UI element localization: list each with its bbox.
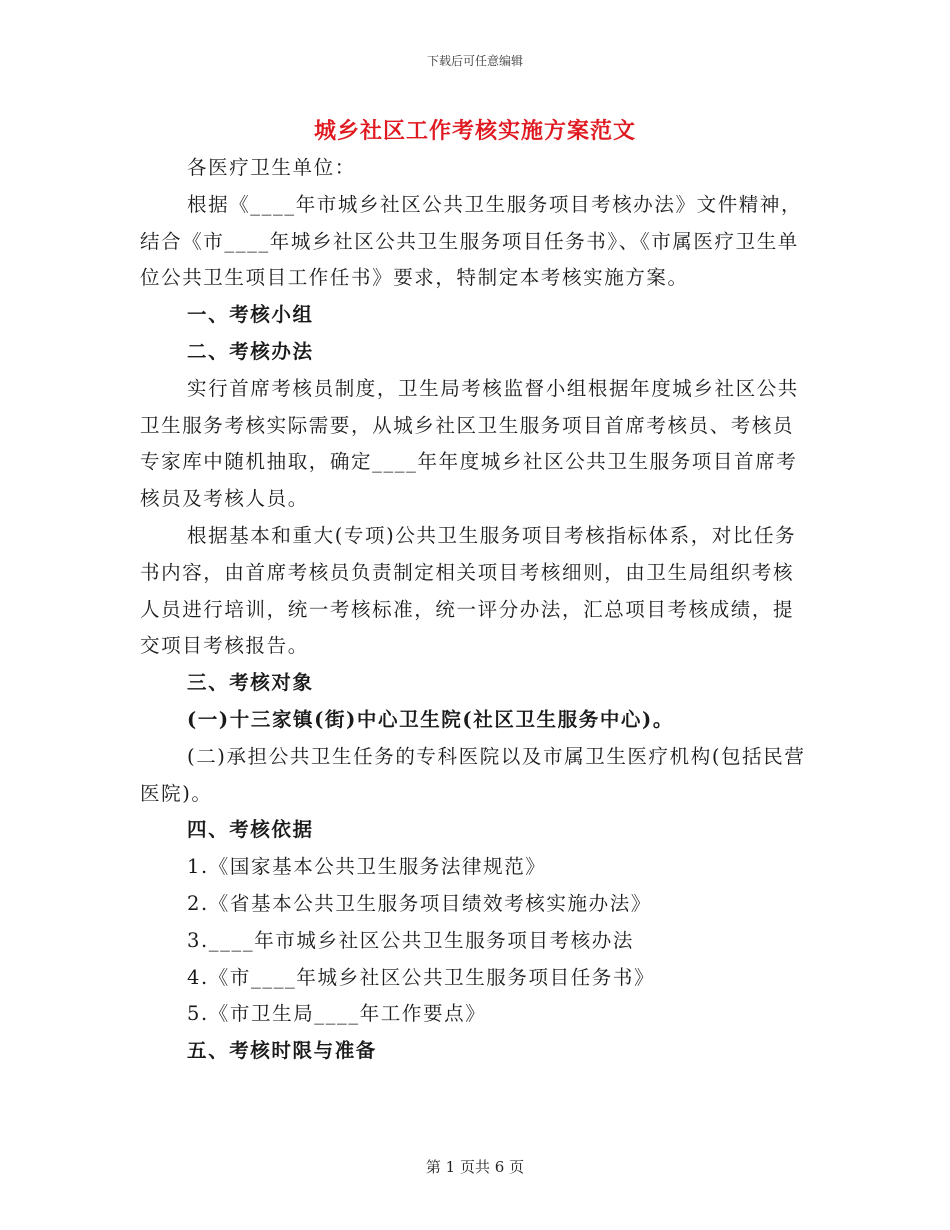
basis-item-2: 2.《省基本公共卫生服务项目绩效考核实施办法》 [187,891,652,915]
document-body [140,150,812,1070]
basis-item-5: 5.《市卫生局____年工作要点》 [187,1002,487,1026]
target-item-1: (一)十三家镇(街)中心卫生院(社区卫生服务中心)。 [187,707,674,731]
document-title: 城乡社区工作考核实施方案范文 [313,118,636,144]
basis-item-1: 1.《国家基本公共卫生服务法律规范》 [187,855,547,879]
intro-paragraph: 根据《____年市城乡社区公共卫生服务项目考核办法》文件精神，结合《市____年城乡社区公共卫生服务项目任务书》、《市属医疗卫生单位公共卫生项目工作任书》要求，特制定本考核实施方案。 [140,192,803,290]
target-item-2: (二)承担公共卫生任务的专科医院以及市属卫生医疗机构(包括民营医院)。 [140,744,806,805]
page-number: 第 1 页共 6 页 [425,1158,525,1176]
section-heading-1: 一、考核小组 [187,303,314,327]
method-paragraph-1: 实行首席考核员制度，卫生局考核监督小组根据年度城乡社区公共卫生服务考核实际需要，从城乡社区卫生服务项目首席考核员、考核员专家库中随机抽取，确定____年年度城乡社区公共卫生服务项目首席考核员及考核人员。 [140,376,799,511]
section-heading-4: 四、考核依据 [187,818,314,842]
section-heading-5: 五、考核时限与准备 [187,1039,377,1063]
method-paragraph-2: 根据基本和重大(专项)公共卫生服务项目考核指标体系，对比任务书内容，由首席考核员负责制定相关项目考核细则，由卫生局组织考核人员进行培训，统一考核标准，统一评分办法，汇总项目考核成绩，提交项目考核报告。 [140,523,797,658]
basis-item-3: 3.____年市城乡社区公共卫生服务项目考核办法 [187,928,635,952]
basis-item-4: 4.《市____年城乡社区公共卫生服务项目任务书》 [187,965,656,989]
salutation: 各医疗卫生单位： [187,156,356,179]
section-heading-3: 三、考核对象 [187,671,314,695]
section-heading-2: 二、考核办法 [187,339,314,363]
header-note: 下载后可任意编辑 [426,54,523,68]
